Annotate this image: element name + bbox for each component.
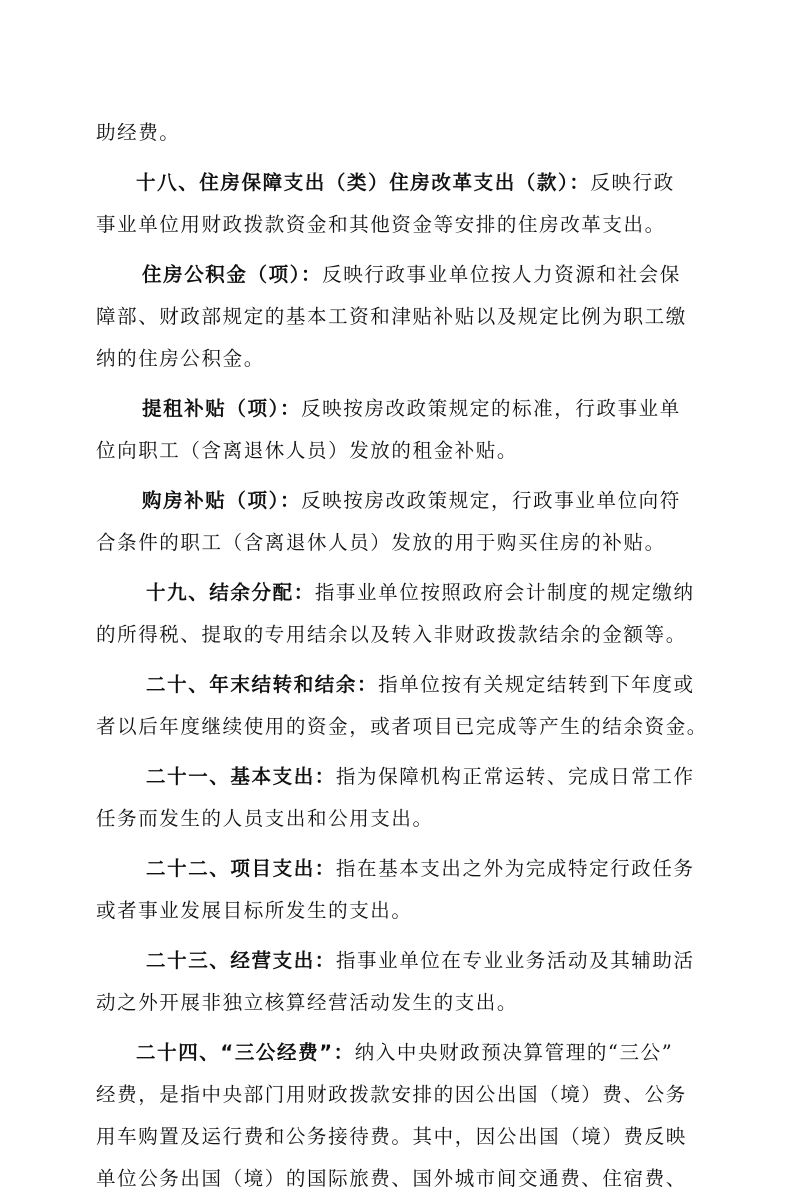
paragraph-text: 指单位按有关规定结转到下年度或 xyxy=(378,673,695,696)
paragraph-text: 反映按房改政策规定的标准，行政事业单 xyxy=(301,397,681,420)
paragraph-line: 的所得税、提取的专用结余以及转入非财政拨款结余的金额等。 xyxy=(96,623,687,646)
paragraph-line: 纳的住房公积金。 xyxy=(96,347,265,370)
paragraph-line: 用车购置及运行费和公务接待费。其中，因公出国（境）费反映 xyxy=(96,1125,687,1148)
paragraph-line xyxy=(96,1032,708,1074)
paragraph-text: 指为保障机构正常运转、完成日常工作 xyxy=(335,765,695,788)
paragraph-line: 事业单位用财政拨款资金和其他资金等安排的住房改革支出。 xyxy=(96,213,666,236)
paragraph-line xyxy=(96,162,708,204)
paragraph-text: 指事业单位在专业业务活动及其辅助活 xyxy=(335,949,695,972)
paragraph-line: 或者事业发展目标所发生的支出。 xyxy=(96,899,413,922)
paragraph-line: 单位公务出国（境）的国际旅费、国外城市间交通费、住宿费、 xyxy=(96,1167,687,1190)
section-heading: 购房补贴（项）： xyxy=(142,489,302,512)
section-heading: 十八、住房保障支出（类）住房改革支出（款）： xyxy=(136,171,591,194)
paragraph-continuation xyxy=(96,112,708,154)
paragraph-purchase-subsidy xyxy=(96,480,708,564)
paragraph-22-project-expenditure xyxy=(96,848,708,932)
paragraph-line xyxy=(96,848,708,890)
paragraph-23-operating-expenditure xyxy=(96,940,708,1024)
paragraph-line xyxy=(96,664,708,706)
paragraph-19-surplus-distribution xyxy=(96,572,708,656)
paragraph-line xyxy=(96,254,708,296)
section-heading: 提租补贴（项）： xyxy=(142,397,302,420)
paragraph-21-basic-expenditure xyxy=(96,756,708,840)
paragraph-line xyxy=(96,572,708,614)
section-heading: 二十、年末结转和结余： xyxy=(146,673,379,696)
paragraph-line xyxy=(96,388,708,430)
paragraph-line xyxy=(96,480,708,522)
section-heading: 二十三、经营支出： xyxy=(146,949,336,972)
document-body xyxy=(96,112,708,1200)
section-heading: 二十四、“三公经费”： xyxy=(136,1041,355,1064)
paragraph-line: 者以后年度继续使用的资金，或者项目已完成等产生的结余资金。 xyxy=(96,715,708,738)
paragraph-housing-fund xyxy=(96,254,708,380)
section-heading: 十九、结余分配： xyxy=(146,581,315,604)
paragraph-line: 位向职工（含离退休人员）发放的租金补贴。 xyxy=(96,439,519,462)
paragraph-line xyxy=(96,940,708,982)
paragraph-line: 助经费。 xyxy=(96,121,181,144)
paragraph-rent-subsidy xyxy=(96,388,708,472)
paragraph-line: 合条件的职工（含离退休人员）发放的用于购买住房的补贴。 xyxy=(96,531,666,554)
paragraph-text: 指在基本支出之外为完成特定行政任务 xyxy=(335,857,695,880)
section-heading: 住房公积金（项）： xyxy=(142,263,323,286)
paragraph-line: 动之外开展非独立核算经营活动发生的支出。 xyxy=(96,991,519,1014)
paragraph-line: 任务而发生的人员支出和公用支出。 xyxy=(96,807,434,830)
paragraph-line: 经费，是指中央部门用财政拨款安排的因公出国（境）费、公务 xyxy=(96,1083,687,1106)
section-heading: 二十二、项目支出： xyxy=(146,857,336,880)
paragraph-24-three-public-expenses xyxy=(96,1032,708,1200)
paragraph-text: 反映行政 xyxy=(590,171,675,194)
paragraph-line xyxy=(96,756,708,798)
paragraph-line: 障部、财政部规定的基本工资和津贴补贴以及规定比例为职工缴 xyxy=(96,305,687,328)
paragraph-text: 纳入中央财政预决算管理的“三公” xyxy=(354,1041,674,1064)
paragraph-18-housing-expenditure xyxy=(96,162,708,246)
paragraph-text: 反映按房改政策规定，行政事业单位向符 xyxy=(301,489,681,512)
section-heading: 二十一、基本支出： xyxy=(146,765,336,788)
paragraph-text: 反映行政事业单位按人力资源和社会保 xyxy=(322,263,681,286)
paragraph-20-year-end-carryover xyxy=(96,664,708,748)
paragraph-text: 指事业单位按照政府会计制度的规定缴纳 xyxy=(314,581,695,604)
